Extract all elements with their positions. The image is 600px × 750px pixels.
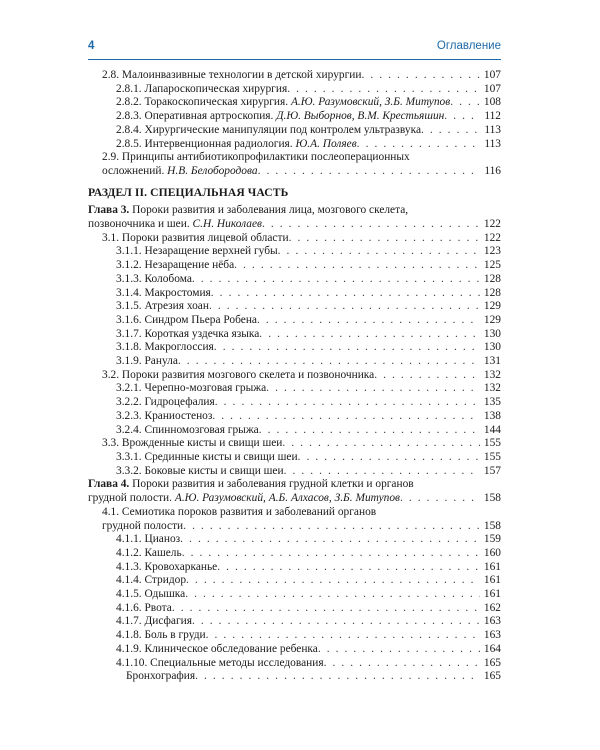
leader-dots <box>400 492 480 506</box>
toc-entry[interactable] <box>88 69 501 83</box>
toc-entry-author: А.Ю. Разумовский, З.Б. Митупов <box>290 96 451 109</box>
toc-entry-text: 3.1.6. Синдром Пьера Робена <box>116 313 257 326</box>
toc-entry-title <box>116 424 259 438</box>
toc-entry[interactable] <box>88 273 501 287</box>
toc-entry-text: 2.8.1. Лапароскопическая хирургия <box>116 82 288 95</box>
toc-entry-text: Бронхография <box>126 670 196 683</box>
toc-entry-text: 4.1.1. Цианоз <box>116 533 181 546</box>
toc-entry-title <box>116 245 278 259</box>
toc-entry-title <box>116 314 257 328</box>
toc-entry-text: 2.8.4. Хирургические манипуляции под контролем ультразвука <box>116 123 421 136</box>
toc-entry[interactable] <box>88 355 501 369</box>
toc-entry[interactable] <box>88 124 501 138</box>
leader-dots <box>209 300 480 314</box>
toc-entry-page: 107 <box>483 69 501 81</box>
toc-entry[interactable] <box>88 547 501 561</box>
leader-dots <box>361 69 480 83</box>
toc-entry-page: 116 <box>484 164 501 177</box>
toc-entry-page: 122 <box>483 231 501 244</box>
leader-dots <box>282 437 480 451</box>
toc-entry-text: 3.1. Пороки развития лицевой области <box>102 231 289 244</box>
toc-entry[interactable] <box>88 259 501 273</box>
leader-dots <box>178 355 480 369</box>
toc-entry-text: 4.1.6. Рвота <box>116 601 172 614</box>
toc-entry-title <box>116 110 444 124</box>
toc-entry-text-cont: грудной полости. <box>88 492 173 505</box>
toc-entry-text: Пороки развития и заболевания лица, мозгового скелета, <box>132 204 409 217</box>
leader-dots <box>266 382 480 396</box>
toc-entry-page: 130 <box>483 327 501 340</box>
header-rule <box>88 59 501 60</box>
toc-entry-title <box>102 69 361 83</box>
leader-dots <box>217 561 480 575</box>
toc-entry-text: 4.1.10. Специальные методы исследования <box>116 656 324 669</box>
page-number: 4 <box>88 40 95 52</box>
leader-dots <box>234 259 480 273</box>
leader-dots <box>357 138 480 152</box>
leader-dots <box>212 410 480 424</box>
toc-entry-text: 4.1.8. Боль в груди <box>116 629 206 642</box>
toc-entry-page: 165 <box>483 670 501 683</box>
leader-dots <box>444 110 480 124</box>
toc-entry-page: 132 <box>483 382 501 395</box>
toc-entry-text: 3.3. Врожденные кисты и свищи шеи <box>102 437 283 450</box>
toc-entry[interactable] <box>88 437 501 451</box>
toc-entry-text: 3.1.9. Ранула <box>116 355 178 368</box>
chapter-label: Глава 4. <box>88 478 130 491</box>
toc-entry[interactable] <box>88 232 501 246</box>
leader-dots <box>182 547 480 561</box>
toc-entry-text: 3.2.1. Черепно-мозговая грыжа <box>116 382 267 395</box>
leader-dots <box>450 96 480 110</box>
toc-entry-title <box>116 382 266 396</box>
toc-entry[interactable] <box>88 506 501 533</box>
toc-entry-page: 161 <box>483 560 501 573</box>
toc-entry-title <box>116 300 209 314</box>
toc-entry-title <box>102 369 374 383</box>
leader-dots <box>284 465 480 479</box>
leader-dots <box>287 83 480 97</box>
toc-entry-page: 128 <box>483 272 501 285</box>
toc-entry-page: 132 <box>483 368 501 381</box>
leader-dots <box>318 643 480 657</box>
leader-dots <box>186 574 480 588</box>
toc-entry-text: 2.9. Принципы антибиотикопрофилактики послеоперационных <box>102 151 410 164</box>
toc-entry-page: 112 <box>484 110 501 123</box>
toc-entry-author: Д.Ю. Выборнов, В.М. Крестьяшин <box>276 110 445 123</box>
leader-dots <box>195 670 480 684</box>
toc-entry-text: 2.8. Малоинвазивные технологии в детской хирургии <box>102 69 362 81</box>
toc-entry[interactable] <box>88 382 501 396</box>
toc-entry[interactable] <box>88 287 501 301</box>
toc-entry-text: 3.1.1. Незаращение верхней губы <box>116 245 278 258</box>
leader-dots <box>192 615 480 629</box>
leader-dots <box>324 657 480 671</box>
toc-entry[interactable] <box>88 670 501 684</box>
toc-entry-text: 4.1.4. Стридор <box>116 574 187 587</box>
toc-entry-title <box>116 273 192 287</box>
toc-entry-page: 161 <box>483 574 501 587</box>
toc-entry-page: 158 <box>483 519 501 532</box>
toc-entry-title <box>116 602 172 616</box>
toc-entry-page: 158 <box>483 492 501 505</box>
toc-entry[interactable] <box>88 643 501 657</box>
leader-dots <box>289 232 480 246</box>
toc-entry-page: 113 <box>484 123 501 136</box>
toc-entry-text: 3.3.1. Срединные кисты и свищи шеи <box>116 450 298 463</box>
leader-dots <box>214 341 480 355</box>
toc-entry-text: 3.1.3. Колобома <box>116 272 192 285</box>
toc-entry-title <box>116 574 186 588</box>
chapter-label: Глава 3. <box>88 204 130 217</box>
toc-entry-title <box>116 451 298 465</box>
toc-entry-text: 2.8.2. Торакоскопическая хирургия. <box>116 96 289 109</box>
leader-dots <box>374 369 480 383</box>
toc-entry-text: 3.2. Пороки развития мозгового скелета и позвоночника <box>102 368 375 381</box>
toc-entry-page: 138 <box>483 409 501 422</box>
toc-entry-page: 113 <box>484 137 501 150</box>
toc-entry-title <box>116 259 234 273</box>
toc-entry-text: 4.1.7. Дисфагия <box>116 615 192 628</box>
toc-entry[interactable] <box>88 110 501 124</box>
toc-entry-text: 3.1.7. Короткая уздечка языка <box>116 327 260 340</box>
leader-dots <box>215 396 480 410</box>
leader-dots <box>259 328 480 342</box>
toc-entry-page: 125 <box>483 259 501 272</box>
toc-entry[interactable] <box>88 245 501 259</box>
toc-entry-page: 157 <box>483 464 501 477</box>
toc-entry-title <box>116 96 450 110</box>
toc-entry-page: 164 <box>483 642 501 655</box>
toc-entry-page: 130 <box>483 341 501 354</box>
toc-entry-text: 3.2.3. Краниостеноз <box>116 409 213 422</box>
toc-entry-title <box>116 657 324 671</box>
toc-entry-page: 162 <box>483 601 501 614</box>
toc-entry[interactable] <box>88 396 501 410</box>
leader-dots <box>211 287 480 301</box>
leader-dots <box>259 424 480 438</box>
toc-entry-page: 161 <box>483 588 501 601</box>
toc-entry-page: 123 <box>483 245 501 258</box>
toc-entry-title <box>116 355 178 369</box>
toc-entry-title <box>116 533 180 547</box>
toc-entry-page: 135 <box>483 396 501 409</box>
leader-dots <box>206 629 480 643</box>
leader-dots <box>185 588 480 602</box>
toc-entry-text: 3.3.2. Боковые кисты и свищи шеи <box>116 464 284 477</box>
toc-entry[interactable] <box>88 410 501 424</box>
toc-entry-page: 128 <box>483 286 501 299</box>
toc-entry[interactable] <box>88 424 501 438</box>
toc-entry-title <box>116 561 217 575</box>
toc-entry-author: С.Н. Николаев <box>192 218 262 231</box>
leader-dots <box>192 273 480 287</box>
toc-entry-title <box>116 396 215 410</box>
toc-entry-title <box>116 547 182 561</box>
page-header <box>88 40 501 56</box>
toc-entry-text: 4.1. Семиотика пороков развития и заболеваний органов <box>102 505 377 518</box>
toc-entry-title <box>116 465 284 479</box>
toc-entry[interactable] <box>88 588 501 602</box>
section-heading[interactable]: РАЗДЕЛ II. СПЕЦИАЛЬНАЯ ЧАСТЬ <box>88 185 289 199</box>
toc-entry[interactable] <box>88 465 501 479</box>
leader-dots <box>257 314 480 328</box>
toc-entry-page: 155 <box>483 450 501 463</box>
toc-entry-title <box>116 138 357 152</box>
toc-entry-page: 159 <box>483 533 501 546</box>
toc-entry-page: 160 <box>483 546 501 559</box>
leader-dots <box>421 124 480 138</box>
toc-entry-title <box>116 588 185 602</box>
toc-entry[interactable] <box>88 151 501 178</box>
toc-entry-page: 165 <box>483 656 501 669</box>
toc-entry[interactable] <box>88 478 501 505</box>
leader-dots <box>258 165 480 179</box>
toc-entry-title <box>116 124 421 138</box>
toc-entry-text: 4.1.9. Клиническое обследование ребенка <box>116 642 318 655</box>
leader-dots <box>172 602 480 616</box>
toc-entry-text: 4.1.3. Кровохарканье <box>116 560 218 573</box>
toc-entry[interactable] <box>88 657 501 671</box>
toc-entry-title <box>126 670 195 684</box>
toc-entry-text: 4.1.5. Одышка <box>116 588 186 601</box>
toc-entry[interactable] <box>88 615 501 629</box>
toc-entry-page: 144 <box>483 423 501 436</box>
toc-entry-page: 107 <box>483 82 501 95</box>
toc-entry[interactable] <box>88 602 501 616</box>
toc-entry-text: 3.1.8. Макроглоссия <box>116 341 214 354</box>
toc-entry-text: 2.8.5. Интервенционная радиология. <box>116 137 293 150</box>
toc-entry[interactable] <box>88 204 501 231</box>
table-of-contents <box>88 69 501 684</box>
toc-entry-title <box>116 83 287 97</box>
toc-entry-page: 108 <box>483 96 501 109</box>
toc-entry[interactable] <box>88 451 501 465</box>
toc-entry-title <box>116 328 259 342</box>
toc-entry-text: Пороки развития и заболевания грудной клетки и органов <box>132 478 414 491</box>
toc-entry[interactable] <box>88 83 501 97</box>
toc-entry-text: 2.8.3. Оперативная артроскопия. <box>116 110 274 123</box>
leader-dots <box>183 520 480 534</box>
toc-entry-page: 122 <box>483 218 501 231</box>
toc-entry-title <box>116 341 214 355</box>
toc-entry[interactable] <box>88 314 501 328</box>
toc-entry-title <box>116 629 206 643</box>
toc-entry[interactable] <box>88 300 501 314</box>
toc-entry-page: 129 <box>483 300 501 313</box>
toc-entry-text: 4.1.2. Кашель <box>116 546 182 559</box>
toc-entry-text-cont: осложнений. <box>102 164 165 177</box>
leader-dots <box>298 451 480 465</box>
toc-entry-text: 3.2.2. Гидроцефалия <box>116 396 215 409</box>
toc-entry-title <box>102 437 282 451</box>
toc-entry-page: 131 <box>483 355 501 368</box>
leader-dots <box>278 245 480 259</box>
toc-entry[interactable] <box>88 96 501 110</box>
toc-entry[interactable] <box>88 341 501 355</box>
toc-entry-author: Н.В. Белобородова <box>167 164 258 177</box>
toc-entry[interactable] <box>88 369 501 383</box>
toc-entry-title <box>116 615 192 629</box>
toc-entry-author: А.Ю. Разумовский, А.Б. Алхасов, З.Б. Митупов <box>174 492 400 505</box>
toc-entry-page: 155 <box>483 437 501 450</box>
toc-entry[interactable] <box>88 533 501 547</box>
toc-entry-text-cont: грудной полости <box>102 519 184 532</box>
toc-entry-page: 129 <box>483 313 501 326</box>
toc-entry[interactable] <box>88 629 501 643</box>
toc-entry-text: 3.1.4. Макростомия <box>116 286 211 299</box>
toc-entry[interactable] <box>88 574 501 588</box>
toc-entry-text: 3.1.5. Атрезия хоан <box>116 300 209 313</box>
toc-entry[interactable] <box>88 561 501 575</box>
toc-entry-title <box>116 287 211 301</box>
toc-entry-text-cont: позвоночника и шеи. <box>88 218 190 231</box>
toc-entry-text: 3.1.2. Незаращение нёба <box>116 259 235 272</box>
toc-entry-author: Ю.А. Поляев <box>295 137 357 150</box>
running-section-title: Оглавление <box>436 40 501 52</box>
toc-entry-title <box>116 643 318 657</box>
toc-entry-title <box>116 410 212 424</box>
toc-entry-page: 163 <box>483 615 501 628</box>
toc-entry-title <box>102 232 289 246</box>
toc-entry-text: 3.2.4. Спинномозговая грыжа <box>116 423 259 436</box>
toc-entry-page: 163 <box>483 629 501 642</box>
toc-entry[interactable] <box>88 328 501 342</box>
leader-dots <box>180 533 480 547</box>
toc-entry[interactable] <box>88 138 501 152</box>
leader-dots <box>262 218 480 232</box>
